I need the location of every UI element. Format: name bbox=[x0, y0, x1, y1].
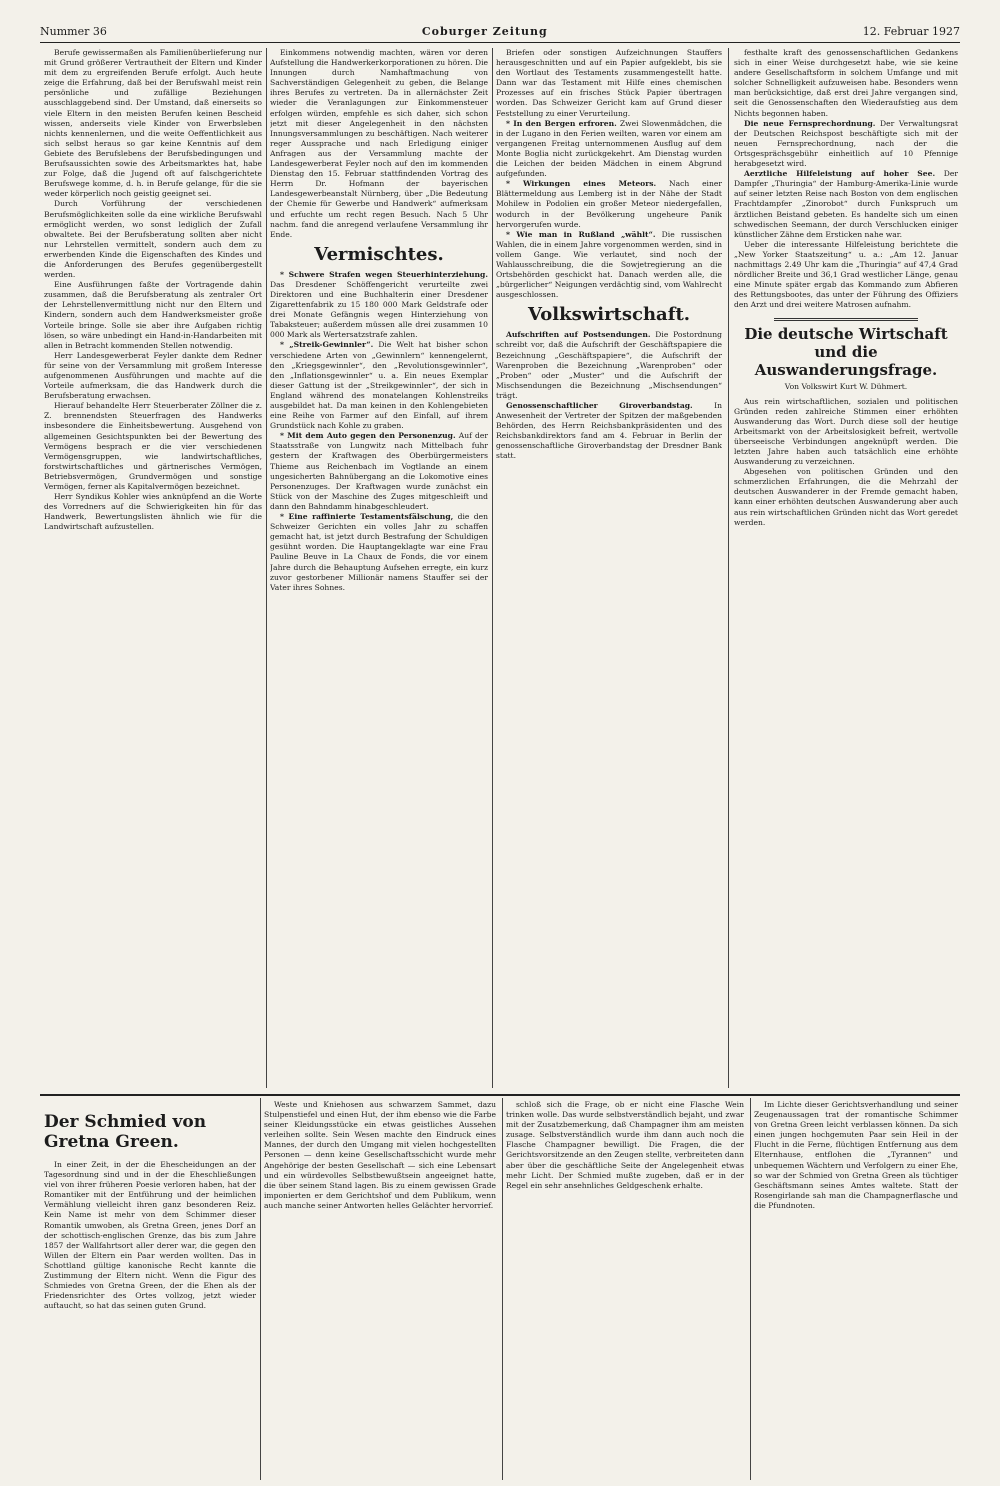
news-item bbox=[496, 230, 722, 301]
news-item bbox=[496, 330, 722, 401]
news-item-title: * Schwere Strafen wegen Steuerhinterziehung. bbox=[280, 269, 488, 279]
issue-number: Nummer 36 bbox=[40, 24, 107, 38]
news-item-text: Nach einer Blättermeldung aus Lemberg ist in der Nähe der Stadt Mohilew in Podolien ein großer Meteor niedergefallen, wodurch in der Bevölkerung ungeheure Panik hervorgerufen wurde. bbox=[496, 179, 722, 229]
story-column-4 bbox=[754, 1100, 958, 1478]
news-item-text: Auf der Staatsstraße von Lungwitz nach Mittelbach fuhr gestern der Kraftwagen des Oberbürgermeisters Thieme aus Reichenbach im Vogtlande an einem ungesicherten Bahnübergang an die Lokomotive eines Personenzuges. Der Kraftwagen wurde zunächst ein Stück von der Maschine des Zuges mitgeschleift und dann den Bahndamm hinabgeschleudert. bbox=[270, 431, 488, 511]
feuilleton-rule bbox=[40, 1094, 960, 1096]
news-item bbox=[270, 270, 488, 341]
news-item-text: Der Dampfer „Thuringia“ der Hamburg-Amerika-Linie wurde auf seiner letzten Reise nach Boston von dem englischen Frachtdampfer „Zinorobot“ durch Funkspruch um ärztlichen Beistand gebeten. Es handelte sich um einen schwedischen Seemann, der durch Verschlucken einiger künstlicher Zähne dem Ersticken nahe war. bbox=[734, 169, 958, 239]
story-column-3 bbox=[506, 1100, 744, 1478]
paragraph: Herr Syndikus Kohler wies anknüpfend an die Worte des Vorredners auf die Schwierigkeiten hin für das Handwerk, Bewertungslisten ähnlich wie für die Landwirtschaft aufzustellen. bbox=[44, 492, 262, 532]
column-divider bbox=[266, 48, 267, 1088]
paragraph: Hierauf behandelte Herr Steuerberater Zöllner die z. Z. brennendsten Steuerfragen des Handwerks insbesondere die Einheitsbewertung. Ausgehend von allgemeinen Gesichtspunkten bei der Bewertung des Vermögens besprach er die vier verschiedenen Vermögensgruppen, wie landwirtschaftliches, forstwirtschaftliches und gärtnerisches Vermögen, Betriebsvermögen, Grundvermögen und sonstige Vermögen, ferner als Kapitalvermögen bezeichnet. bbox=[44, 401, 262, 492]
issue-date: 12. Februar 1927 bbox=[862, 24, 960, 38]
column-divider bbox=[492, 48, 493, 1088]
paragraph: Berufe gewissermaßen als Familienüberlieferung nur mit Grund größerer Vertrautheit der Eltern und Kinder mit dem zu ergreifenden Berufe erfolgt. Auch heute zeige die Erfahrung, daß bei der Berufswahl meist rein persönliche und zufällige Beziehungen ausschlaggebend sind. Der Umstand, daß einerseits so viele Eltern in den meisten Berufen keinen Bescheid wissen, anderseits viele Kinder von Erwerbsleben nichts kennenlernen, und die weite Oeffentlichkeit aus sich selbst heraus so gar keine Kenntnis auf dem Gebiete des Berufslebens der Berufsbedingungen und Berufsaussichten sowie des Arbeitsmarktes hat, habe zur Folge, daß die Jugend oft auf falschgerichtete Berufswege komme, d. h. in Berufe gelange, für die sie weder körperlich noch geistig geeignet sei. bbox=[44, 48, 262, 199]
paragraph: In einer Zeit, in der die Ehescheidungen an der Tagesordnung sind und in der die Eheschließungen viel von ihrer früheren Poesie verloren haben, hat der Romantiker mit der Entführung und der heimlichen Vermählung vielleicht ihren ganz besonderen Reiz. Kein Name ist mehr von dem Schimmer dieser Romantik umwoben, als Gretna Green, jenes Dorf an der schottisch-englischen Grenze, das bis zum Jahre 1857 der Wallfahrtsort aller derer war, die gegen den Willen der Eltern ein Paar werden wollten. Das in Schottland gültige kanonische Recht kannte die Zustimmung der Eltern nicht. Wenn die Figur des Schmiedes von Gretna Green, der die Ehen als der Friedensrichter des Ortes vollzog, jetzt wieder auftaucht, so hat das seinen guten Grund. bbox=[44, 1160, 256, 1311]
news-item bbox=[270, 340, 488, 431]
news-item bbox=[270, 431, 488, 512]
news-item-title: Die neue Fernsprechordnung. bbox=[744, 118, 876, 128]
news-item-text: Die Welt hat bisher schon verschiedene Arten von „Gewinnlern“ kennengelernt, den „Kriegsgewinnler“, den „Revolutionsgewinnler“, den „Inflationsgewinnler“ u. a. Ein neues Exemplar dieser Gattung ist der „Streikgewinnler“, der sich in England während des monatelangen Kohlenstreiks ausgebildet hat. Da man keinen in den Kohlengebieten eine Reihe von Farmer auf den Einfall, auf ihrem Grundstück nach Kohle zu graben. bbox=[270, 340, 488, 431]
header-rule bbox=[40, 42, 960, 43]
paragraph: festhalte kraft des genossenschaftlichen Gedankens sich in einer Weise durchgesetzt habe, wie sie keine andere Gesellschaftsform in solchem Umfange und mit solcher Schnelligkeit aufzuweisen habe. Besonders wenn man berücksichtige, daß erst drei Jahre vergangen sind, seit die Genossenschaften den Wiederaufstieg aus dem Nichts begonnen haben. bbox=[734, 48, 958, 118]
news-item-title: * Wirkungen eines Meteors. bbox=[506, 179, 657, 189]
news-item-text: Das Dresdener Schöffengericht verurteilte zwei Direktoren und eine Buchhalterin einer Dresdener Zigarettenfabrik zu 15 180 000 Mark Geldstrafe oder drei Monate Gefängnis wegen Hinterziehung von Tabaksteuer; außerdem müssen alle drei zusammen 10 000 Mark als Wertersatzstrafe zahlen. bbox=[270, 279, 488, 340]
news-item-title: * „Streik-Gewinnler“. bbox=[280, 340, 374, 350]
column-4 bbox=[734, 48, 958, 1088]
news-item-text: die den Schweizer Gerichten ein volles Jahr zu schaffen gemacht hat, ist jetzt durch Bestrafung der Schuldigen gesühnt worden. Die Hauptangeklagte war eine Frau Pauline Beuve in La Chaux de Fonds, die vor einem Jahre durch die Behauptung Aufsehen erregte, ein kurz zuvor gestorbener Millionär namens Stauffer sei der Vater ihres Sohnes. bbox=[270, 512, 488, 592]
news-item-text: Der Verwaltungsrat der Deutschen Reichspost beschäftigte sich mit der neuen Fernsprechordnung, nach der die Ortsgesprächsgebühr einheitlich auf 10 Pfennige herabgesetzt wird. bbox=[734, 118, 958, 169]
column-2 bbox=[270, 48, 488, 1088]
article-byline: Von Volkswirt Kurt W. Dühmert. bbox=[784, 382, 908, 392]
section-heading-volkswirtschaft: Volkswirtschaft. bbox=[527, 304, 691, 326]
column-divider bbox=[750, 1098, 751, 1480]
page-header bbox=[40, 24, 960, 38]
news-item-title: Aerztliche Hilfeleistung auf hoher See. bbox=[744, 169, 936, 179]
paragraph: Aus rein wirtschaftlichen, sozialen und politischen Gründen reden zahlreiche Stimmen einer erhöhten Auswanderung das Wort. Durch diese soll der heutige Arbeitsmarkt von der Arbeitslosigkeit befreit, wertvolle überseeische Verbindungen angeknüpft werden. Die letzten Jahre haben auch tatsächlich eine erhöhte Auswanderung zu verzeichnen. bbox=[734, 396, 958, 467]
news-item-title: * Eine raffinierte Testamentsfälschung, bbox=[280, 512, 454, 522]
news-item-title: Aufschriften auf Postsendungen. bbox=[506, 330, 651, 340]
paragraph: Einkommens notwendig machten, wären vor deren Aufstellung die Handwerkerkorporationen zu hören. Die Innungen durch Namhaftmachung von Sachverständigen Gelegenheit zu geben, die Belange ihres Berufes zu vertreten. Da in allernächster Zeit wieder die Veranlagungen zur Einkommensteuer erfolgen würden, empfehle es sich daher, sich schon jetzt mit dieser Angelegenheit in den nächsten Innungsversammlungen zu beschäftigen. Nach weiterer reger Aussprache und nach Erledigung einiger Anfragen aus der Versammlung machte der Landesgewerberat Feyler noch auf den im kommenden Dienstag den 15. Februar stattfindenden Vortrag des Herrn Dr. Hofmann der bayerischen Landesgewerbeanstalt Nürnberg, über „Die Bedeutung der Chemie für Gewerbe und Handwerk“ aufmerksam und erfuchte um recht regen Besuch. Nach 5 Uhr nachm. fand die anregend verlaufene Versammlung ihr Ende. bbox=[270, 48, 488, 239]
news-item bbox=[496, 401, 722, 462]
paragraph: Weste und Kniehosen aus schwarzem Sammet, dazu Stulpenstiefel und einen Hut, der ihm ebenso wie die Farbe seiner Kleidungsstücke ein etwas geistliches Aussehen verleihen sollte. Sein Wesen machte den Eindruck eines Mannes, der durch den Umgang mit vielen hochgestellten Personen — denn keine Gesellschaftsschicht wurde mehr Angehörige der besten Gesellschaft — sich eine Lebensart und ein würdevolles Selbstbewußtsein angeeignet hatte, die über seinem Stand lagen. Bis zu einem gewissen Grade imponierten er dem Gerichtshof und dem Publikum, wenn auch manche seiner Antworten helles Gelächter hervorrief. bbox=[264, 1100, 496, 1210]
news-item-text: Zwei Slowenmädchen, die in der Lugano in den Ferien weilten, waren vor einem am vergangenen Freitag unternommenen Ausflug auf dem Monte Boglia nicht zurückgekehrt. Am Dienstag wurden die Leichen der beiden Mädchen in einem Abgrund aufgefunden. bbox=[496, 118, 722, 179]
news-item-text: Die Postordnung schreibt vor, daß die Aufschrift der Geschäftspapiere die Bezeichnung „Geschäftspapiere“, die Aufschrift der Warenproben die Bezeichnung „Warenproben“ oder „Proben“ oder „Muster“ und die Aufschrift der Mischsendungen die Bezeichnung „Mischsendungen“ trägt. bbox=[496, 330, 722, 400]
news-item bbox=[734, 119, 958, 169]
paragraph: Eine Ausführungen faßte der Vortragende dahin zusammen, daß die Berufsberatung als zentraler Ort der Lehrstellenvermittlung nicht nur den Eltern und Kindern, sondern auch dem Handwerksmeister große Vorteile bringe. Solle sie aber ihre Aufgaben richtig lösen, so wäre unbedingt ein Hand-in-Handarbeiten mit allen in Betracht kommenden Stellen notwendig. bbox=[44, 280, 262, 350]
news-item-title: * In den Bergen erfroren. bbox=[506, 118, 617, 128]
news-item-text: In Anwesenheit der Vertreter der Spitzen der maßgebenden Behörden, des Herrn Reichsbankpräsidenten und des Reichsbankdirektors fand am 4. Februar in Berlin der genossenschaftliche Giroverbandstag der Dresdner Bank statt. bbox=[496, 401, 722, 461]
paragraph: Abgesehen von politischen Gründen und den schmerzlichen Erfahrungen, die die Mehrzahl der deutschen Auswanderer in der Fremde gemacht haben, kann einer erhöhten deutschen Auswanderung aber auch aus rein wirtschaftlichen Gründen nicht das Wort geredet werden. bbox=[734, 467, 958, 527]
news-item-title: * Mit dem Auto gegen den Personenzug. bbox=[280, 431, 456, 441]
column-3 bbox=[496, 48, 722, 1088]
section-rule bbox=[774, 318, 918, 321]
paragraph: Ueber die interessante Hilfeleistung berichtete die „New Yorker Staatszeitung“ u. a.: „Am 12. Januar nachmittags 2.49 Uhr kam die „Thuringia“ auf 47,4 Grad nördlicher Breite und 36,1 Grad westlicher Länge, genau eine Minute später ergab das Kommando zum Abfieren des Rettungsbootes, das unter der Führung des Offiziers den Arzt und drei weitere Matrosen aufnahm. bbox=[734, 239, 958, 310]
news-item-text: Die russischen Wahlen, die in einem Jahre vorgenommen werden, sind in vollem Gange. Wie verlautet, sind noch der Wahlausschreibung, die die Sowjetregierung an die Ortsbehörden geschickt hat. Danach werden alle, die „bürgerlicher“ Neigungen verdächtig sind, vom Wahlrecht ausgeschlossen. bbox=[496, 229, 722, 300]
story-title: Der Schmied von Gretna Green. bbox=[44, 1112, 207, 1152]
column-divider bbox=[260, 1098, 261, 1480]
paragraph: Im Lichte dieser Gerichtsverhandlung und seiner Zeugenaussagen trat der romantische Schimmer von Gretna Green leicht verblassen können. Da sich einen jungen hochgemuten Paar sein Heil in der Flucht in die Ferne, flüchtigen Entfernung aus dem Elternhause, entflohen die „Tyrannen“ und unbequemen Wächtern und Verfolgern zu einer Ehe, so war der Schmied von Gretna Green als tüchtiger Geschäftsmann seines Amtes waltete. Statt der Rosengirlande sah man die Champagnerflasche und die Pfundnoten. bbox=[754, 1100, 958, 1210]
paragraph: Briefen oder sonstigen Aufzeichnungen Stauffers herausgeschnitten und auf ein Papier aufgeklebt, bis sie den Wortlaut des Testaments zusammengestellt hatte. Dann war das Testament mit Hilfe eines chemischen Prozesses auf ein frisches Stück Papier übertragen worden. Das Schweizer Gericht kam auf Grund dieser Feststellung zu einer Verurteilung. bbox=[496, 48, 722, 118]
section-heading-vermischtes: Vermischtes. bbox=[314, 243, 444, 265]
column-divider bbox=[502, 1098, 503, 1480]
news-item-title: Genossenschaftlicher Giroverbandstag. bbox=[506, 401, 693, 410]
news-item bbox=[270, 512, 488, 593]
news-item bbox=[496, 179, 722, 229]
article-heading-auswanderung: Die deutsche Wirtschaft und die Auswanderungsfrage. bbox=[744, 325, 948, 380]
paragraph: Durch Vorführung der verschiedenen Berufsmöglichkeiten solle da eine wirkliche Berufswahl ermöglicht werden, wo sonst lediglich der Zufall obwaltete. Bei der Berufsberatung sollten aber nicht nur Lehrstellen vermittelt, sondern auch dem zu erwerbenden Kinde die Eigenschaften des Kindes und die Anforderungen des Berufes gegenübergestellt werden. bbox=[44, 199, 262, 280]
column-1 bbox=[44, 48, 262, 1088]
paragraph: schloß sich die Frage, ob er nicht eine Flasche Wein trinken wolle. Das wurde selbstverständlich bejaht, und zwar mit der Zusatzbemerkung, daß Champagner ihm am meisten zusage. Selbstverständlich wurde ihm dann auch noch die Flasche Champagner bewilligt. Die Fragen, die der Gerichtsvorsitzende an den Zeugen stellte, verbreiteten dann aber über die geschäftliche Seite der Angelegenheit etwas mehr Licht. Der Schmied mußte zugeben, daß er in der Regel ein sehr ansehnliches Geldgeschenk erhalte. bbox=[506, 1100, 744, 1190]
news-item bbox=[496, 119, 722, 180]
column-divider bbox=[728, 48, 729, 1088]
news-item-title: * Wie man in Rußland „wählt“. bbox=[506, 229, 656, 239]
paper-name: Coburger Zeitung bbox=[421, 24, 548, 38]
paragraph: Herr Landesgewerberat Feyler dankte dem Redner für seine von der Versammlung mit großem Interesse aufgenommenen Ausführungen und machte auf die Vorteile aufmerksam, die das Handwerk durch die Berufsberatung erwachsen. bbox=[44, 350, 262, 401]
story-column-2 bbox=[264, 1100, 496, 1478]
story-column-1 bbox=[44, 1160, 256, 1478]
news-item bbox=[734, 169, 958, 240]
